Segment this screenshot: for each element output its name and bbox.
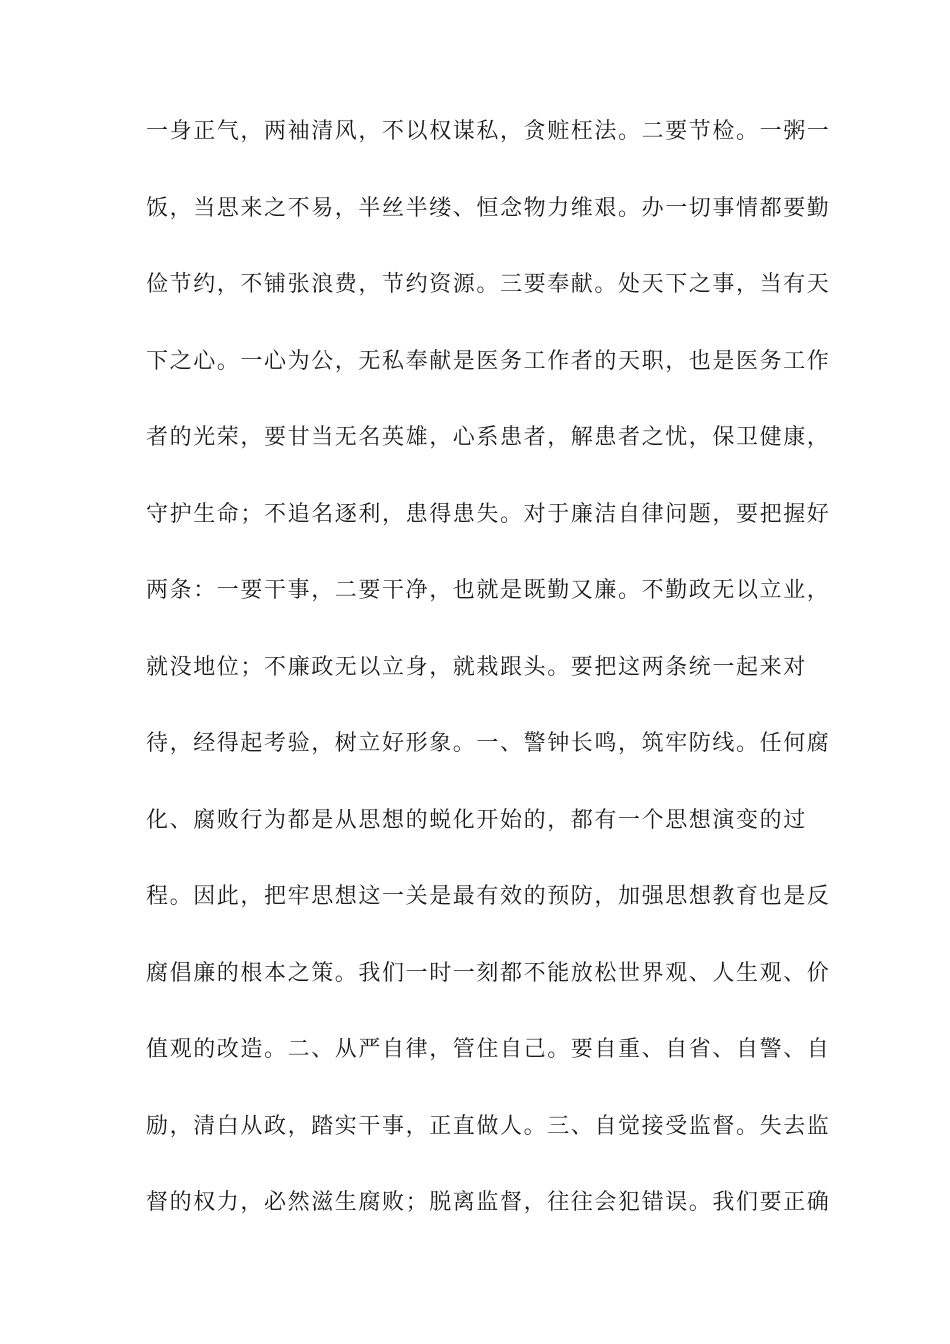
text-line-13: 值观的改造。二、从严自律，管住自己。要自重、自省、自警、自 [146,1037,831,1062]
text-line-3: 俭节约，不铺张浪费，节约资源。三要奉献。处天下之事，当有天 [146,272,831,297]
body-text [146,104,831,1252]
text-line-14: 励，清白从政，踏实干事，正直做人。三、自觉接受监督。失去监 [146,1113,831,1139]
text-line-4: 下之心。一心为公，无私奉献是医务工作者的天职，也是医务工作 [146,348,831,374]
text-line-1: 一身正气，两袖清风，不以权谋私，贪赃枉法。二要节检。一粥一 [146,119,831,144]
text-line-10: 化、腐败行为都是从思想的蜕化开始的，都有一个思想演变的过 [146,807,807,833]
text-line-11: 程。因此，把牢思想这一关是最有效的预防，加强思想教育也是反 [146,884,831,909]
text-line-2: 饭，当思来之不易，半丝半缕、恒念物力维艰。办一切事情都要勤 [146,195,831,221]
text-line-8: 就没地位；不廉政无以立身，就栽跟头。要把这两条统一起来对 [146,654,807,680]
text-line-7: 两条：一要干事，二要干净，也就是既勤又廉。不勤政无以立业， [146,578,831,603]
text-line-5: 者的光荣，要甘当无名英雄，心系患者，解患者之忧，保卫健康， [146,425,831,450]
text-line-6: 守护生命；不追名逐利，患得患失。对于廉洁自律问题，要把握好 [146,501,831,527]
text-line-9: 待，经得起考验，树立好形象。一、警钟长鸣，筑牢防线。任何腐 [146,731,831,756]
text-line-15: 督的权力，必然滋生腐败；脱离监督，往往会犯错误。我们要正确 [146,1190,831,1215]
text-line-12: 腐倡廉的根本之策。我们一时一刻都不能放松世界观、人生观、价 [146,960,831,986]
